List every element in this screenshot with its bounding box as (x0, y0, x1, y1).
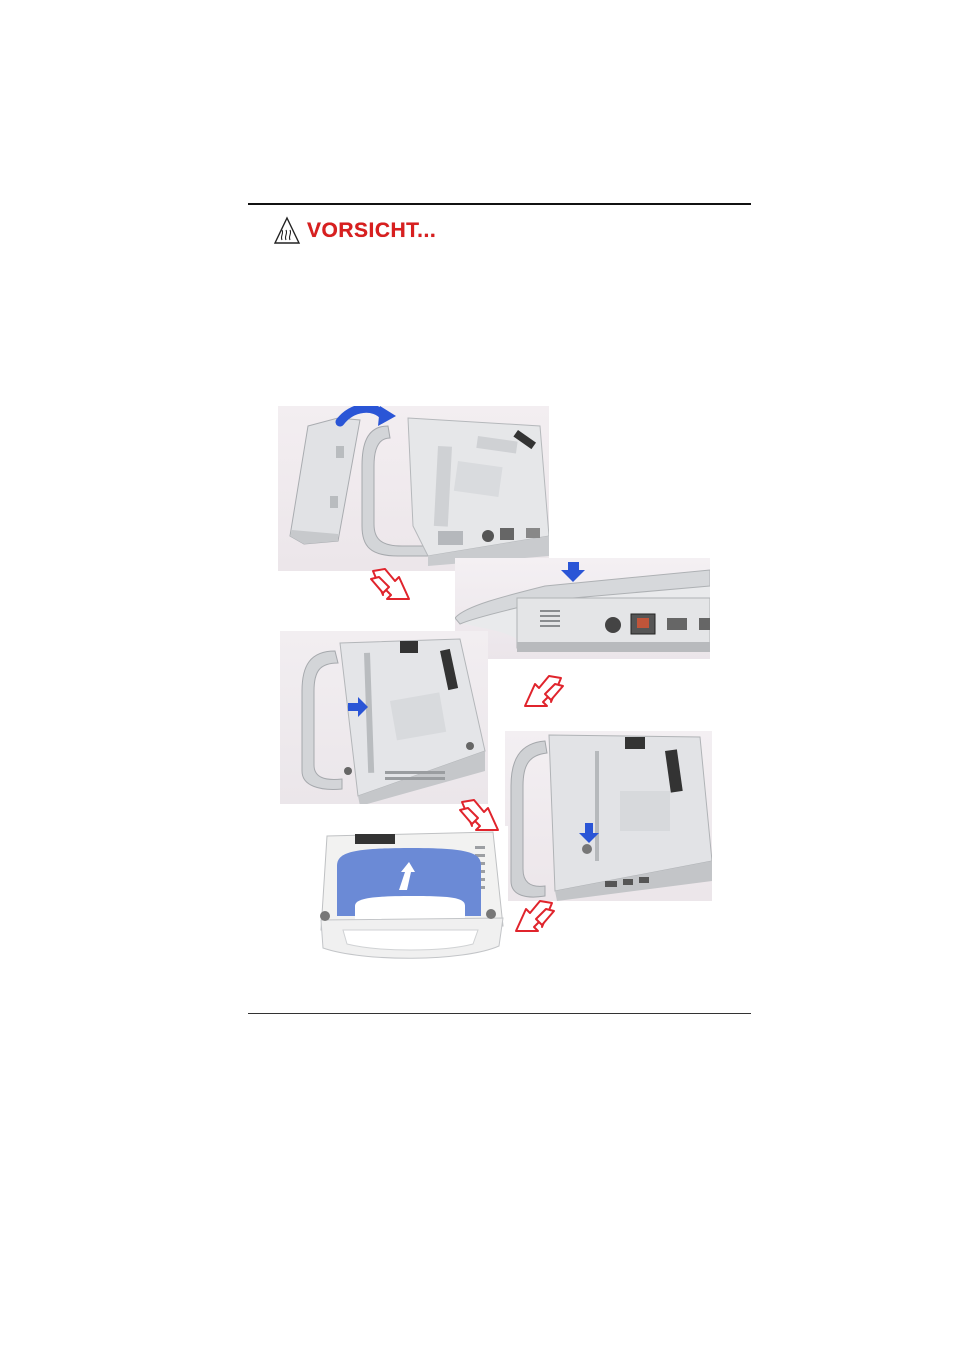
red-chevron-arrow-icon (369, 565, 415, 611)
handle-cover-lift-photo (313, 826, 508, 971)
red-chevron-arrow-icon (510, 897, 556, 943)
red-chevron-arrow-icon (519, 672, 565, 718)
header-rule (248, 203, 751, 205)
hot-surface-warning-icon (273, 216, 301, 246)
caution-label: VORSICHT... (307, 219, 437, 242)
latch-bottom-photo (280, 631, 488, 804)
red-chevron-arrow-icon (458, 796, 504, 842)
footer-rule (248, 1013, 751, 1014)
battery-removal-photo (278, 406, 549, 571)
latch-side-photo (455, 558, 710, 659)
screw-bottom-photo (505, 731, 712, 901)
caution-heading (273, 216, 436, 246)
